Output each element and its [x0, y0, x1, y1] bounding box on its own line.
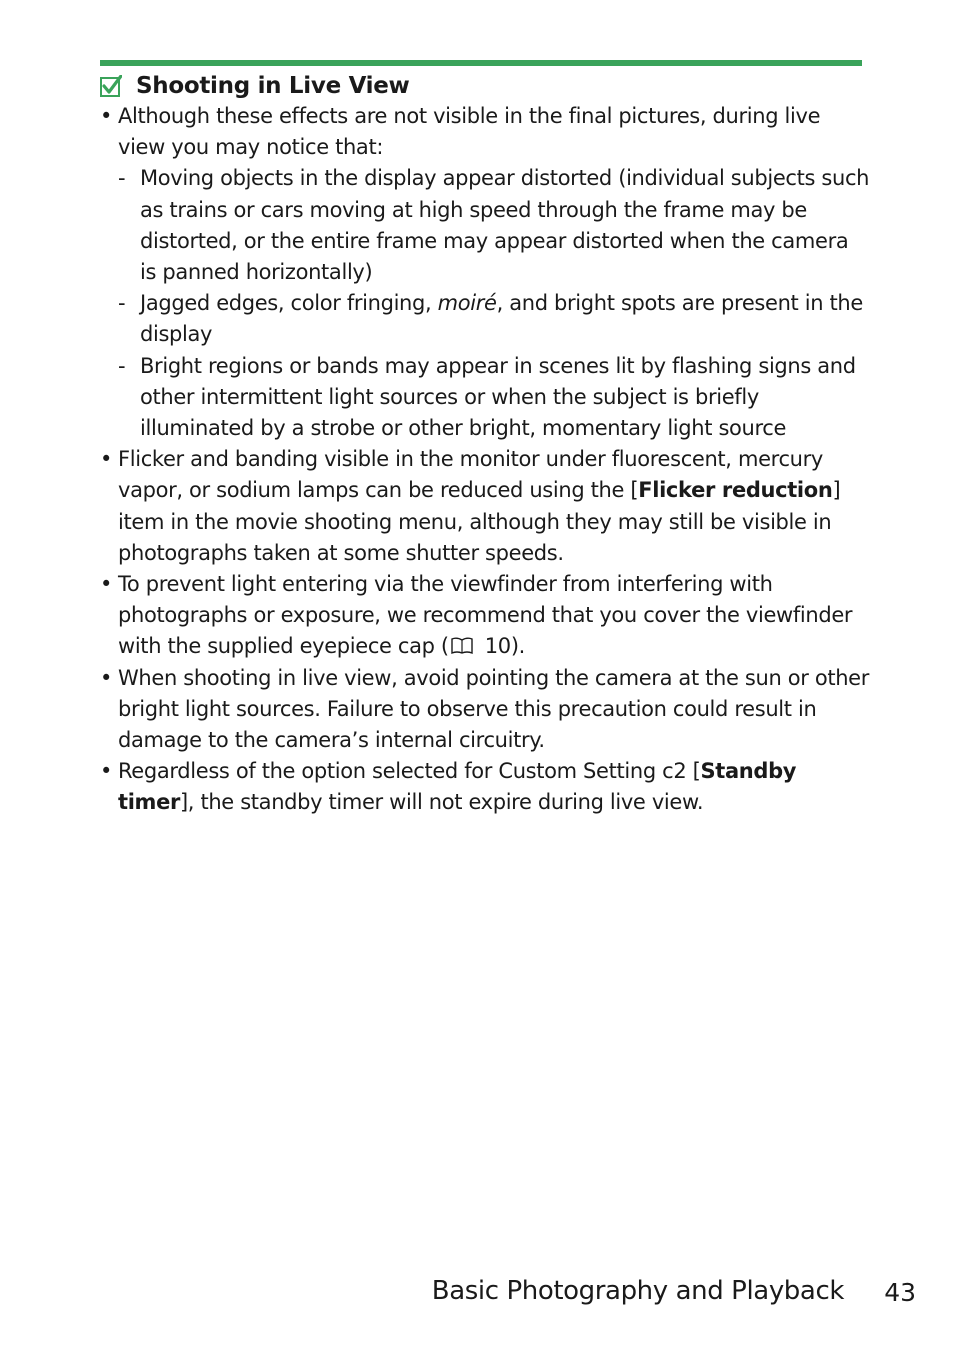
- bullet-text: Although these effects are not visible in the final pictures, during live view you may notice that:: [118, 104, 821, 160]
- bullet-text: ], the standby timer will not expire during live view.: [179, 790, 704, 815]
- sub-list-item: [118, 288, 870, 350]
- list-item: [100, 444, 870, 569]
- emphasis-term: moiré: [437, 291, 497, 316]
- sub-item-text: , and bright spots are present in the display: [140, 291, 863, 347]
- sub-list-item: [118, 163, 870, 288]
- sub-item-text: Bright regions or bands may appear in scenes lit by flashing signs and other intermittent light sources or when the subject is briefly illuminated by a strobe or other bright, momentary light source: [140, 353, 856, 441]
- list-item: [100, 569, 870, 663]
- book-icon: [451, 637, 473, 655]
- section-title: Shooting in Live View: [136, 72, 410, 99]
- list-item: [100, 663, 870, 757]
- sub-list: [118, 163, 870, 444]
- section-heading: [100, 70, 870, 101]
- page-number: 43: [884, 1278, 916, 1307]
- checkmark-box-icon: [100, 75, 122, 97]
- note-section: [100, 70, 870, 819]
- bullet-text: Regardless of the option selected for Custom Setting c2 [: [118, 759, 701, 784]
- menu-item-name: Flicker reduction: [638, 478, 833, 503]
- setting-name: Standby timer: [118, 759, 797, 815]
- bullet-text: To prevent light entering via the viewfinder from interfering with photographs or exposure, we recommend that you cover the viewfinder with the supplied eyepiece cap (: [118, 572, 853, 659]
- sub-item-text: Moving objects in the display appear distorted (individual subjects such as trains or cars moving at high speed through the frame may be distorted, or the entire frame may appear distorted when the camera is panned horizontally): [140, 166, 870, 285]
- list-item: [100, 756, 870, 818]
- section-top-rule: [100, 60, 862, 66]
- sub-list-item: [118, 351, 870, 445]
- page-footer: [0, 1276, 954, 1310]
- bullet-text: ] item in the movie shooting menu, although they may still be visible in photographs taken at some shutter speeds.: [118, 478, 841, 565]
- page-reference-link[interactable]: 10: [484, 634, 511, 659]
- bullet-list: [100, 101, 870, 819]
- list-item: [100, 101, 870, 444]
- chapter-title: Basic Photography and Playback: [431, 1276, 844, 1306]
- bullet-text: Flicker and banding visible in the monitor under fluorescent, mercury vapor, or sodium lamps can be reduced using the [: [118, 447, 823, 503]
- sub-item-text: Jagged edges, color fringing,: [140, 291, 438, 316]
- bullet-text: When shooting in live view, avoid pointing the camera at the sun or other bright light sources. Failure to observe this precaution could result in damage to the camera’s internal circuitry.: [118, 665, 870, 753]
- bullet-text: ).: [510, 634, 525, 659]
